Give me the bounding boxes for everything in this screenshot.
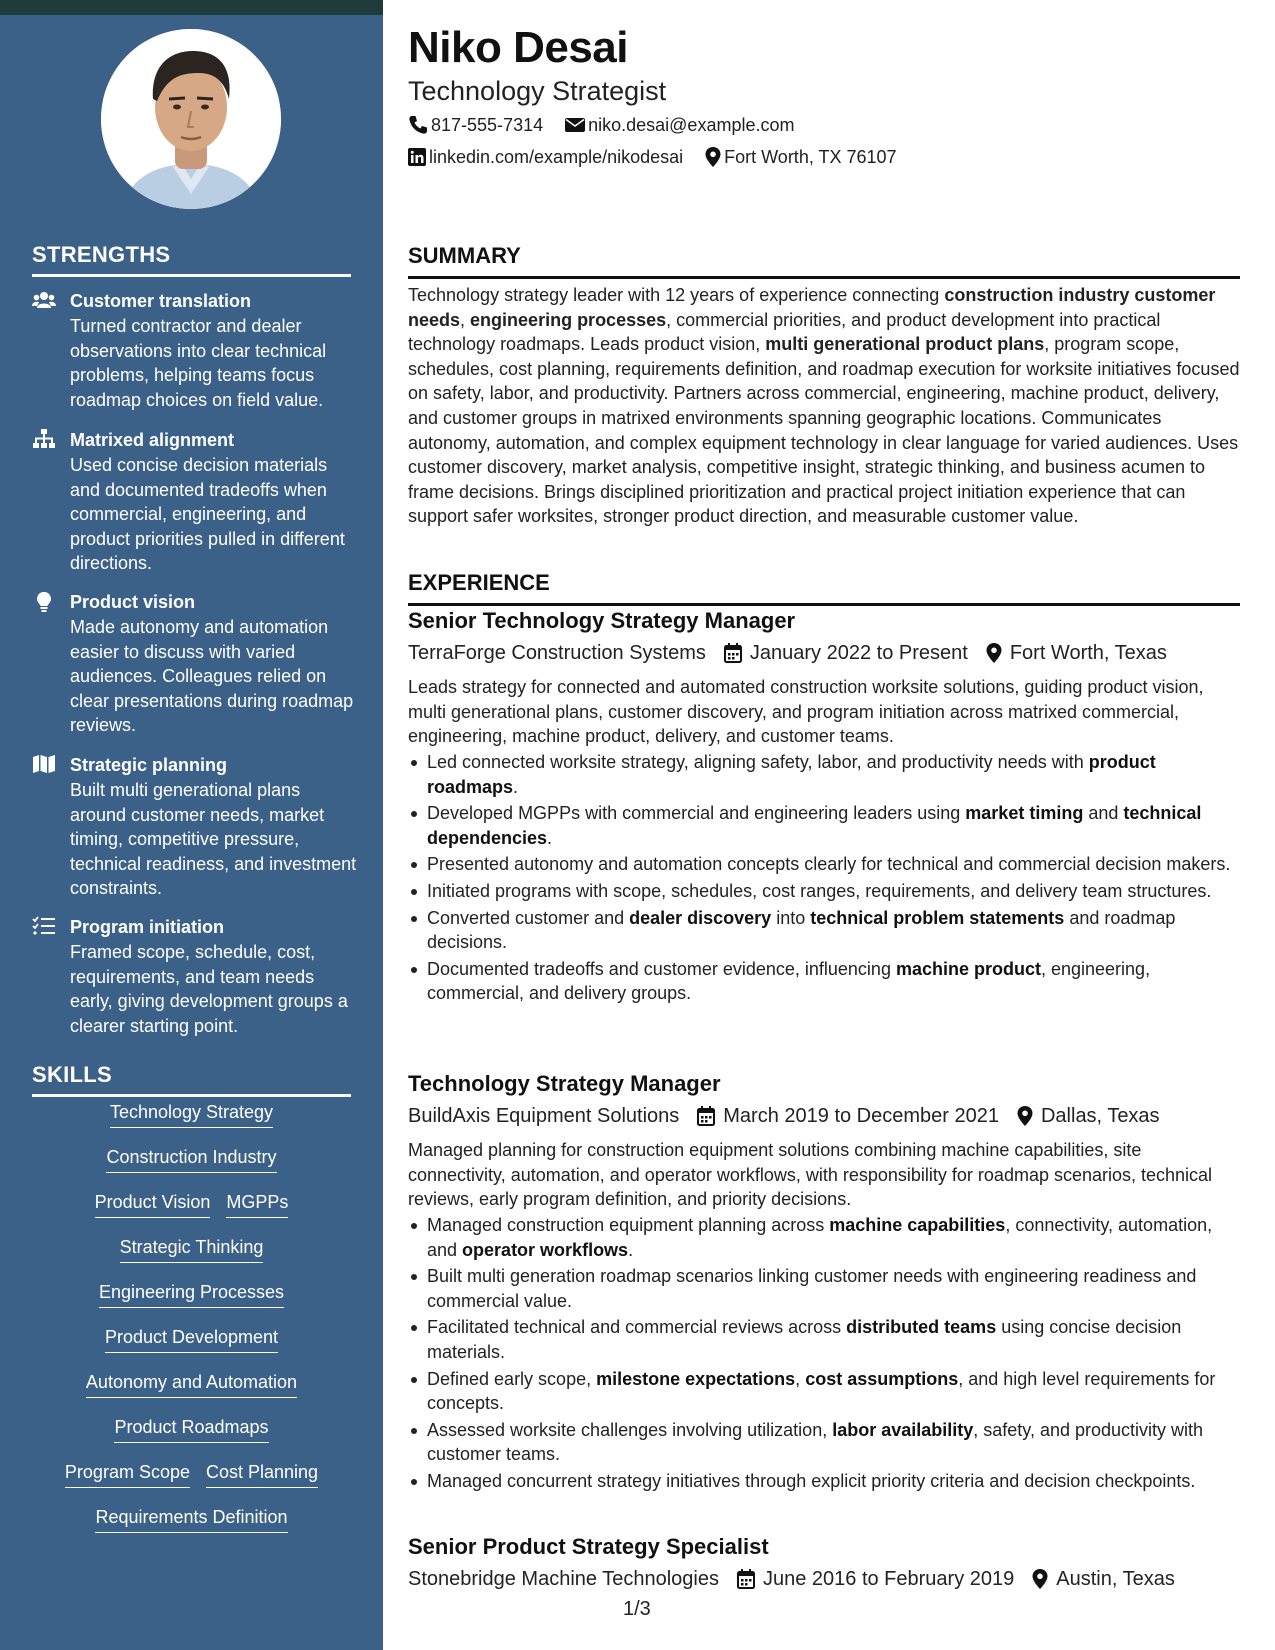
- summary-text: [408, 283, 1240, 529]
- linkedin-icon: [408, 148, 426, 166]
- phone-text: 817-555-7314: [431, 115, 544, 135]
- bullet-item: [408, 906, 1240, 955]
- bullet-item: [408, 957, 1240, 1006]
- skills-list: [32, 1100, 351, 1550]
- text-segment: Assessed worksite challenges involving utilization,: [427, 1419, 833, 1440]
- envelope-icon: [565, 117, 585, 133]
- skill-tag: Product Roadmaps: [114, 1415, 268, 1443]
- text-segment: and roadmap decisions.: [427, 907, 1176, 953]
- bold-text: machine capabilities: [829, 1215, 1006, 1235]
- text-segment: Initiated programs with scope, schedules, cost ranges, requirements, and delivery team structures.: [427, 880, 1212, 901]
- job-description: Leads strategy for connected and automated construction worksite solutions, guiding product vision, multi generational plans, customer discovery, and program initiation across matrixed commercial, engineering, machine product, delivery, and customer teams.: [408, 677, 1204, 747]
- strength-text: Framed scope, schedule, cost, requirements, and team needs early, giving development groups a clearer starting point.: [70, 942, 348, 1036]
- text-segment: Technology strategy leader with 12 years of experience connecting: [408, 285, 945, 305]
- contact-linkedin[interactable]: [408, 145, 683, 169]
- contact-email[interactable]: [565, 113, 794, 137]
- job-dates-text: March 2019 to December 2021: [723, 1105, 999, 1127]
- bold-text: technical problem statements: [810, 907, 1065, 928]
- job-description: Managed planning for construction equipment solutions combining machine capabilities, site connectivity, automation, and operator workflows, with responsibility for roadmap scenarios, technical reviews, early program definition, and priority decisions.: [408, 1140, 1213, 1210]
- text-segment: Defined early scope,: [427, 1368, 597, 1389]
- bullet-item: [408, 852, 1240, 877]
- bold-text: product roadmaps: [427, 752, 1156, 797]
- bold-text: engineering processes: [470, 309, 667, 330]
- bold-text: machine product: [895, 958, 1041, 979]
- text-segment: , connectivity, automation, and: [427, 1215, 1213, 1260]
- bold-text: construction industry customer needs: [408, 285, 1216, 330]
- skill-row: [32, 1145, 351, 1190]
- bullet-item: [408, 1213, 1240, 1262]
- text-segment: , commercial priorities, and product development into practical technology roadmaps. Leads product vision,: [408, 309, 1161, 355]
- map-pin-icon: [705, 147, 721, 167]
- location-text: Fort Worth, TX 76107: [724, 147, 897, 167]
- job-dates: [737, 1566, 1014, 1592]
- bullet-item: [408, 750, 1240, 799]
- skill-tag: Product Development: [105, 1325, 278, 1353]
- skill-tag: MGPPs: [226, 1190, 288, 1218]
- candidate-name: Niko Desai: [408, 23, 628, 72]
- strength-title: Matrixed alignment: [70, 430, 235, 450]
- strength-text: Turned contractor and dealer observations into clear technical problems, helping teams focus roadmap choices on field value.: [70, 316, 327, 410]
- bold-text: milestone expectations: [596, 1368, 796, 1389]
- job-meta: [408, 640, 1185, 666]
- text-segment: Documented tradeoffs and customer evidence, influencing: [427, 958, 896, 979]
- skill-tag: Technology Strategy: [110, 1100, 273, 1128]
- job-title: Senior Technology Strategy Manager: [408, 608, 796, 633]
- bold-text: operator workflows: [462, 1239, 629, 1260]
- map-pin-icon: [1032, 1569, 1048, 1589]
- job-dates: [724, 640, 968, 666]
- text-segment: Facilitated technical and commercial reviews across: [427, 1317, 847, 1338]
- text-segment: .: [513, 776, 519, 797]
- text-segment: Managed construction equipment planning across: [427, 1215, 830, 1235]
- bullet-item: [408, 1418, 1240, 1467]
- text-segment: ,: [795, 1368, 806, 1389]
- job-company: Stonebridge Machine Technologies: [408, 1568, 719, 1590]
- candidate-title: Technology Strategist: [408, 76, 667, 106]
- contact-row: [408, 145, 919, 169]
- text-segment: .: [628, 1239, 634, 1260]
- text-segment: , engineering, commercial, and delivery groups.: [427, 958, 1151, 1004]
- linkedin-text: linkedin.com/example/nikodesai: [429, 147, 684, 167]
- phone-icon: [408, 115, 428, 135]
- text-segment: Presented autonomy and automation concepts clearly for technical and commercial decision makers.: [427, 854, 1231, 875]
- bullet-item: [408, 1469, 1240, 1494]
- job-location-text: Austin, Texas: [1056, 1568, 1175, 1590]
- profile-photo: [101, 29, 281, 209]
- skill-tag: Construction Industry: [106, 1145, 276, 1173]
- job-location: [1017, 1103, 1160, 1129]
- bullet-item: [408, 1315, 1240, 1364]
- skill-tag: Autonomy and Automation: [86, 1370, 297, 1398]
- text-segment: ,: [460, 309, 471, 330]
- bullet-item: [408, 801, 1240, 850]
- map-pin-icon: [1017, 1106, 1033, 1126]
- skill-row: [32, 1415, 351, 1460]
- calendar-icon: [724, 643, 742, 663]
- list-check-icon: [32, 916, 56, 938]
- job-meta: [408, 1566, 1193, 1592]
- strength-text: Used concise decision materials and documented tradeoffs when commercial, engineering, and product priorities pulled in different directions.: [70, 455, 345, 573]
- contact-phone[interactable]: [408, 113, 543, 137]
- text-segment: Converted customer and: [427, 907, 630, 928]
- map-icon: [32, 754, 56, 776]
- skill-row: [32, 1505, 351, 1550]
- text-segment: Led connected worksite strategy, aligning safety, labor, and productivity needs with: [427, 752, 1089, 772]
- strength-text: Built multi generational plans around customer needs, market timing, competitive pressure, technical readiness, and investment constraints.: [70, 780, 357, 898]
- map-pin-icon: [986, 643, 1002, 663]
- text-segment: , safety, and productivity with customer teams.: [427, 1419, 1204, 1465]
- job-dates-text: June 2016 to February 2019: [762, 1568, 1015, 1590]
- skill-tag: Strategic Thinking: [120, 1235, 264, 1263]
- skill-row: [32, 1460, 351, 1505]
- text-segment: Built multi generation roadmap scenarios linking customer needs with engineering readiness and commercial value.: [427, 1266, 1197, 1311]
- sitemap-icon: [32, 429, 56, 451]
- job-dates: [697, 1103, 999, 1129]
- job-company: TerraForge Construction Systems: [408, 642, 706, 664]
- skill-row: [32, 1235, 351, 1280]
- text-segment: , and high level requirements for concepts.: [427, 1368, 1216, 1414]
- skill-tag: Engineering Processes: [99, 1280, 284, 1308]
- skill-row: [32, 1190, 351, 1235]
- strength-title: Strategic planning: [70, 755, 228, 775]
- text-segment: , program scope, schedules, cost planning, requirements definition, and roadmap execution for worksite initiatives focused on safety, labor, and productivity. Partners across commercial, engineering, machine product, delivery, and customer groups in matrixed environments spanning geographic locations. Communicates autonomy, automation, and complex equipment technology in clear language for varied audiences. Uses customer discovery, market analysis, competitive insight, strategic thinking, and business acumen to frame decisions. Brings disciplined prioritization and practical project initiation experience that can support safer worksites, stronger product direction, and measurable customer value.: [408, 334, 1240, 527]
- calendar-icon: [737, 1569, 755, 1589]
- bold-text: distributed teams: [846, 1317, 997, 1338]
- job-title: Technology Strategy Manager: [408, 1071, 721, 1096]
- skill-row: [32, 1370, 351, 1415]
- strength-text: Made autonomy and automation easier to discuss with varied audiences. Colleagues relied on clear presentations during roadmap reviews.: [70, 617, 354, 735]
- text-segment: and: [1083, 803, 1124, 824]
- page-number: 1/3: [623, 1598, 651, 1620]
- text-segment: into: [771, 907, 811, 928]
- job-location-text: Dallas, Texas: [1040, 1105, 1160, 1127]
- text-segment: .: [547, 827, 553, 848]
- experience-heading: EXPERIENCE: [408, 570, 1240, 606]
- bold-text: market timing: [965, 803, 1084, 824]
- job-bullets: [408, 750, 1240, 1008]
- skill-row: [32, 1100, 351, 1145]
- lightbulb-icon: [32, 591, 56, 613]
- job-location: [986, 640, 1167, 666]
- skill-tag: Cost Planning: [206, 1460, 318, 1488]
- bold-text: multi generational product plans: [765, 334, 1045, 355]
- skill-row: [32, 1280, 351, 1325]
- strength-title: Product vision: [70, 592, 196, 612]
- contact-row: [408, 113, 816, 137]
- summary-heading: SUMMARY: [408, 243, 1240, 279]
- job-company: BuildAxis Equipment Solutions: [408, 1105, 680, 1127]
- users-icon: [32, 290, 56, 312]
- contact-location: [705, 145, 896, 169]
- strengths-heading: STRENGTHS: [32, 242, 351, 277]
- bullet-item: [408, 1367, 1240, 1416]
- job-location-text: Fort Worth, Texas: [1009, 642, 1167, 664]
- bold-text: labor availability: [832, 1419, 974, 1440]
- text-segment: Developed MGPPs with commercial and engineering leaders using: [427, 803, 966, 824]
- job-dates-text: January 2022 to Present: [749, 642, 968, 664]
- skills-heading: SKILLS: [32, 1062, 351, 1097]
- bullet-item: [408, 1264, 1240, 1313]
- skill-tag: Program Scope: [65, 1460, 190, 1488]
- bullet-item: [408, 879, 1240, 904]
- email-text: niko.desai@example.com: [588, 115, 795, 135]
- skill-tag: Requirements Definition: [95, 1505, 287, 1533]
- job-title: Senior Product Strategy Specialist: [408, 1534, 769, 1559]
- strength-title: Customer translation: [70, 291, 252, 311]
- skill-row: [32, 1325, 351, 1370]
- calendar-icon: [697, 1106, 715, 1126]
- job-meta: [408, 1103, 1178, 1129]
- strength-title: Program initiation: [70, 917, 225, 937]
- bold-text: cost assumptions: [805, 1368, 959, 1389]
- text-segment: using concise decision materials.: [427, 1317, 1182, 1362]
- job-location: [1032, 1566, 1175, 1592]
- sidebar: [0, 0, 383, 1650]
- text-segment: Managed concurrent strategy initiatives through explicit priority criteria and decision checkpoints.: [427, 1470, 1196, 1491]
- skill-tag: Product Vision: [95, 1190, 211, 1218]
- bold-text: dealer discovery: [629, 907, 772, 928]
- sidebar-top-bar: [0, 0, 383, 15]
- bold-text: technical dependencies: [427, 803, 1202, 848]
- job-bullets: [408, 1213, 1240, 1496]
